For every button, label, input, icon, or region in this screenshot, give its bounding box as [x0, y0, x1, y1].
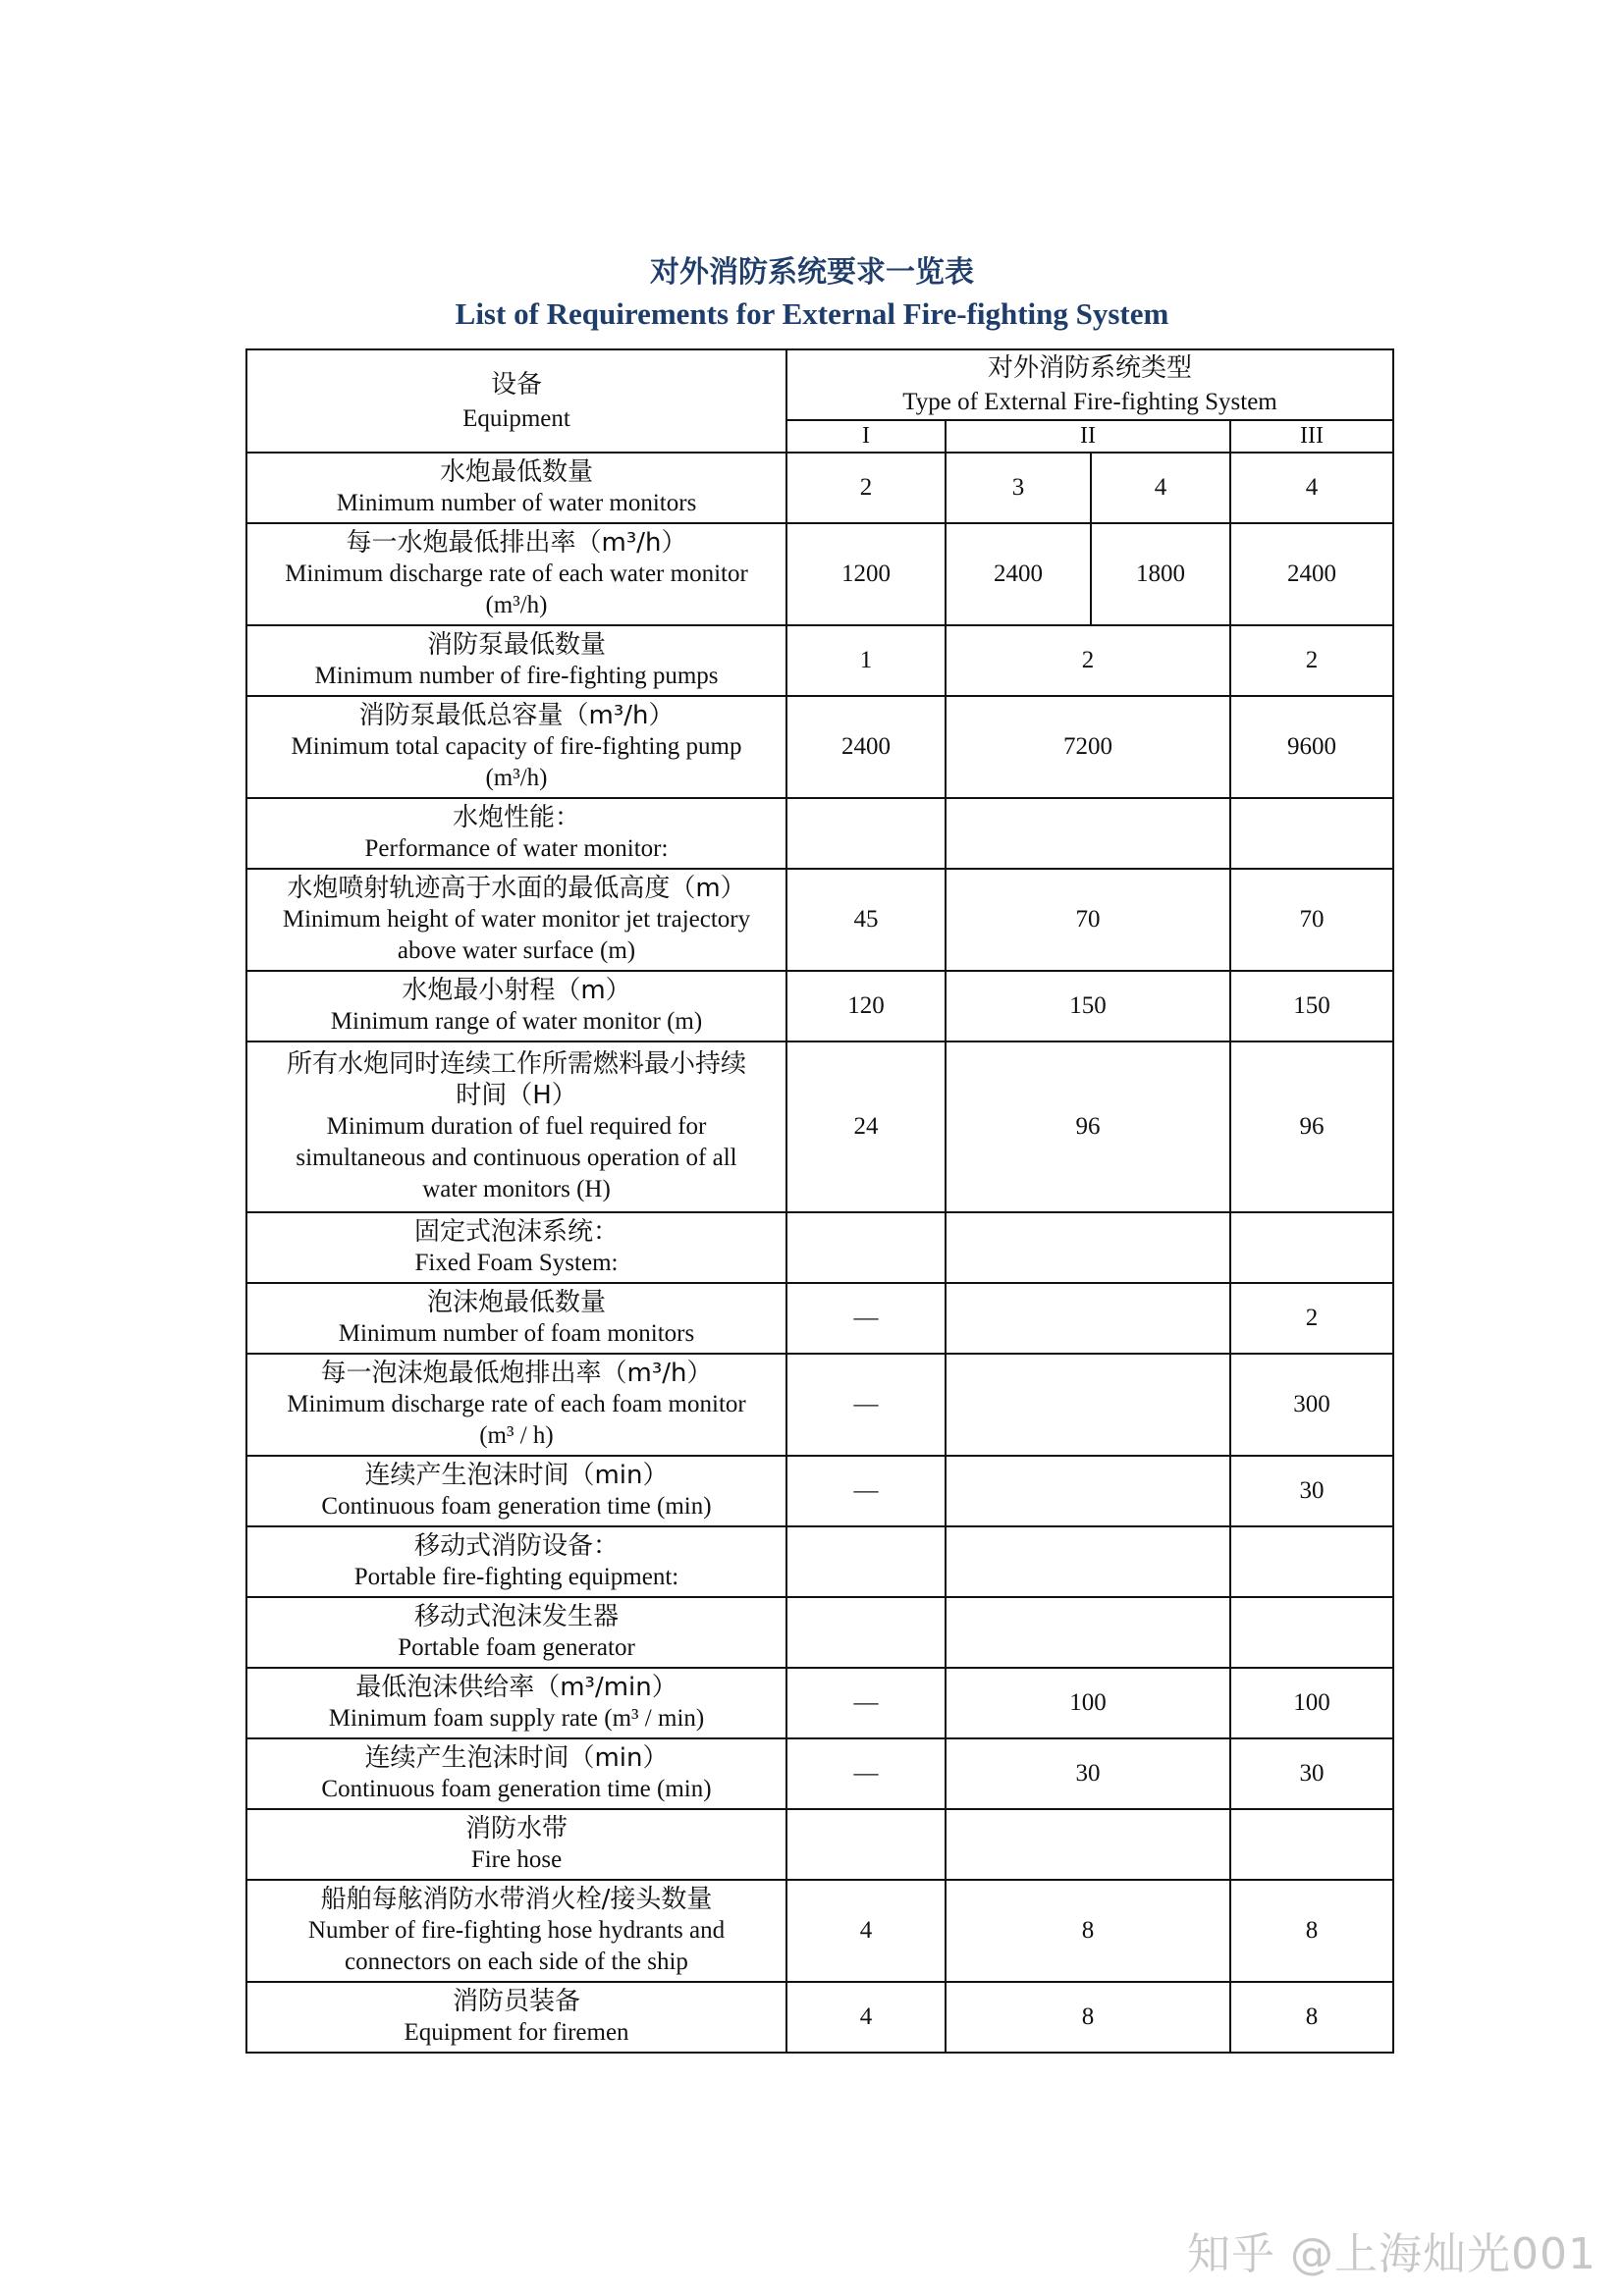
- value-type-ii: [946, 1283, 1230, 1354]
- equipment-label-zh: 最低泡沫供给率（m³/min）: [355, 1673, 677, 1702]
- equipment-label-zh: 连续产生泡沫时间（min）: [364, 1743, 669, 1773]
- table-row: [246, 798, 1393, 869]
- equipment-label-en-cont: above water surface (m): [397, 937, 636, 964]
- value-type-iii: 150: [1230, 971, 1393, 1041]
- title-english: List of Requirements for External Fire-fighting System: [455, 296, 1169, 331]
- value-type-i: —: [786, 1456, 946, 1526]
- equipment-label-en-cont: connectors on each side of the ship: [345, 1949, 688, 1975]
- value-type-i: [786, 798, 946, 869]
- equipment-cell: [246, 798, 786, 869]
- table-row: [246, 1809, 1393, 1880]
- section-label-en: Performance of water monitor:: [364, 835, 669, 862]
- value-type-i: —: [786, 1668, 946, 1738]
- section-label-en: Portable fire-fighting equipment:: [353, 1564, 679, 1590]
- section-label-zh: 移动式消防设备：: [413, 1531, 619, 1561]
- equipment-label-zh-cont: 时间（H）: [456, 1081, 577, 1110]
- value-type-i: 2: [786, 453, 946, 523]
- value-type-ii: [946, 1526, 1230, 1597]
- equipment-cell: [246, 1809, 786, 1880]
- equipment-cell: [246, 1668, 786, 1738]
- equipment-label-en: Minimum discharge rate of each foam monitor: [287, 1391, 746, 1417]
- table-row: [246, 1212, 1393, 1283]
- value-type-iii: [1230, 1809, 1393, 1880]
- table-row: [246, 1283, 1393, 1354]
- value-type-iii: 70: [1230, 869, 1393, 971]
- equipment-label-en: Minimum number of foam monitors: [338, 1320, 695, 1347]
- equipment-label-en-unit: (m³/h): [485, 765, 548, 791]
- equipment-cell: [246, 453, 786, 523]
- equipment-label-en: Minimum number of fire-fighting pumps: [314, 663, 719, 689]
- value-type-iii: 96: [1230, 1041, 1393, 1212]
- value-type-ii: [946, 798, 1230, 869]
- equipment-cell: [246, 696, 786, 798]
- equipment-label-en-cont: simultaneous and continuous operation of all: [296, 1145, 737, 1171]
- equipment-cell: [246, 1354, 786, 1456]
- value-type-ii-b: 4: [1091, 453, 1230, 523]
- section-label-en: Portable foam generator: [398, 1634, 635, 1661]
- equipment-cell: [246, 1880, 786, 1982]
- equipment-label-en-unit: (m³ / h): [479, 1422, 554, 1449]
- equipment-label-zh: 消防泵最低数量: [426, 630, 606, 660]
- header-type-ii: II: [946, 420, 1230, 453]
- equipment-cell: [246, 869, 786, 971]
- equipment-cell: [246, 1738, 786, 1809]
- value-type-iii: [1230, 798, 1393, 869]
- value-type-ii: [946, 1212, 1230, 1283]
- document-titles: [0, 253, 1624, 334]
- value-type-ii: 100: [946, 1668, 1230, 1738]
- equipment-cell: [246, 1456, 786, 1526]
- equipment-label-zh: 水炮最小射程（m）: [402, 976, 631, 1005]
- table-row: [246, 1668, 1393, 1738]
- equipment-cell: [246, 1212, 786, 1283]
- value-type-iii: 8: [1230, 1982, 1393, 2053]
- value-type-i: 2400: [786, 696, 946, 798]
- value-type-ii: [946, 1354, 1230, 1456]
- value-type-ii: 96: [946, 1041, 1230, 1212]
- equipment-label-zh: 泡沫炮最低数量: [426, 1288, 606, 1317]
- value-type-i: —: [786, 1738, 946, 1809]
- value-type-ii: [946, 1597, 1230, 1668]
- value-type-i: 4: [786, 1982, 946, 2053]
- equipment-label-zh: 每一水炮最低排出率（m³/h）: [346, 528, 687, 558]
- value-type-ii: 150: [946, 971, 1230, 1041]
- equipment-cell: [246, 1982, 786, 2053]
- value-type-ii: 30: [946, 1738, 1230, 1809]
- equipment-label-en: Continuous foam generation time (min): [321, 1776, 712, 1802]
- equipment-label-zh: 船舶每舷消防水带消火栓/接头数量: [320, 1885, 713, 1914]
- value-type-iii: 30: [1230, 1456, 1393, 1526]
- equipment-label-en: Equipment for firemen: [404, 2019, 629, 2046]
- equipment-label-en: Minimum number of water monitors: [336, 490, 697, 516]
- section-label-en: Fixed Foam System:: [414, 1250, 619, 1276]
- table-row: [246, 1354, 1393, 1456]
- header-equipment-cell: [246, 349, 786, 453]
- value-type-ii: 7200: [946, 696, 1230, 798]
- table-row: [246, 523, 1393, 625]
- value-type-i: 120: [786, 971, 946, 1041]
- equipment-cell: [246, 1526, 786, 1597]
- section-label-zh: 移动式泡沫发生器: [413, 1602, 619, 1631]
- value-type-iii: [1230, 1526, 1393, 1597]
- section-label-zh: 水炮性能：: [452, 803, 580, 832]
- value-type-ii-b: 1800: [1091, 523, 1230, 625]
- value-type-iii: 8: [1230, 1880, 1393, 1982]
- value-type-i: [786, 1597, 946, 1668]
- table-row: [246, 1041, 1393, 1212]
- value-type-i: —: [786, 1354, 946, 1456]
- value-type-iii: 4: [1230, 453, 1393, 523]
- table-row: [246, 1526, 1393, 1597]
- value-type-ii: [946, 1456, 1230, 1526]
- equipment-label-zh: 消防泵最低总容量（m³/h）: [358, 701, 675, 730]
- table-row: [246, 1738, 1393, 1809]
- equipment-cell: [246, 625, 786, 696]
- value-type-iii: 2400: [1230, 523, 1393, 625]
- value-type-ii: 70: [946, 869, 1230, 971]
- section-label-en: Fire hose: [470, 1846, 563, 1873]
- table-row: [246, 696, 1393, 798]
- section-label-zh: 固定式泡沫系统：: [413, 1217, 619, 1247]
- value-type-i: 1: [786, 625, 946, 696]
- equipment-label-zh: 每一泡沫炮最低炮排出率（m³/h）: [320, 1359, 713, 1388]
- table-row: [246, 1880, 1393, 1982]
- equipment-label-en-unit: (m³/h): [485, 592, 548, 618]
- table-row: [246, 869, 1393, 971]
- equipment-label-en: Minimum range of water monitor (m): [330, 1008, 703, 1035]
- header-type-cell: [786, 349, 1393, 420]
- header-type-iii: III: [1230, 420, 1393, 453]
- equipment-label-en: Minimum duration of fuel required for: [326, 1113, 707, 1140]
- value-type-i: [786, 1212, 946, 1283]
- header-equipment-zh: 设备: [490, 369, 542, 400]
- equipment-label-zh: 水炮最低数量: [439, 457, 593, 487]
- value-type-iii: 2: [1230, 1283, 1393, 1354]
- equipment-label-en: Minimum foam supply rate (m³ / min): [328, 1705, 705, 1732]
- value-type-ii: [946, 1809, 1230, 1880]
- header-type-i: I: [786, 420, 946, 453]
- value-type-iii: 100: [1230, 1668, 1393, 1738]
- value-type-iii: 300: [1230, 1354, 1393, 1456]
- title-chinese: 对外消防系统要求一览表: [650, 255, 974, 290]
- equipment-label-zh: 消防员装备: [452, 1987, 580, 2016]
- value-type-iii: [1230, 1597, 1393, 1668]
- header-type-zh: 对外消防系统类型: [988, 353, 1193, 383]
- equipment-label-en-cont2: water monitors (H): [422, 1176, 611, 1202]
- table-row: [246, 453, 1393, 523]
- value-type-ii: 8: [946, 1982, 1230, 2053]
- value-type-iii: 2: [1230, 625, 1393, 696]
- equipment-cell: [246, 1283, 786, 1354]
- value-type-i: 24: [786, 1041, 946, 1212]
- value-type-i: [786, 1526, 946, 1597]
- equipment-cell: [246, 971, 786, 1041]
- value-type-i: —: [786, 1283, 946, 1354]
- equipment-label-zh: 所有水炮同时连续工作所需燃料最小持续: [286, 1049, 746, 1079]
- equipment-label-zh: 水炮喷射轨迹高于水面的最低高度（m）: [287, 874, 746, 903]
- table-row: [246, 1456, 1393, 1526]
- table-row: [246, 1982, 1393, 2053]
- value-type-i: 4: [786, 1880, 946, 1982]
- table-row: [246, 1597, 1393, 1668]
- equipment-label-en: Minimum total capacity of fire-fighting pump: [291, 733, 742, 760]
- value-type-iii: 30: [1230, 1738, 1393, 1809]
- value-type-i: 1200: [786, 523, 946, 625]
- equipment-label-zh: 连续产生泡沫时间（min）: [364, 1461, 669, 1490]
- value-type-iii: 9600: [1230, 696, 1393, 798]
- equipment-cell: [246, 1041, 786, 1212]
- header-equipment-en: Equipment: [462, 404, 570, 432]
- value-type-ii-a: 3: [946, 453, 1091, 523]
- source-watermark: 知乎 @上海灿光001: [1187, 2229, 1597, 2279]
- section-label-zh: 消防水带: [464, 1814, 568, 1843]
- equipment-cell: [246, 1597, 786, 1668]
- equipment-cell: [246, 523, 786, 625]
- equipment-label-en: Minimum discharge rate of each water monitor: [285, 561, 748, 587]
- table-row: [246, 971, 1393, 1041]
- value-type-i: 45: [786, 869, 946, 971]
- value-type-ii: 2: [946, 625, 1230, 696]
- value-type-i: [786, 1809, 946, 1880]
- table-row: [246, 625, 1393, 696]
- value-type-ii-a: 2400: [946, 523, 1091, 625]
- equipment-label-en: Number of fire-fighting hose hydrants and: [307, 1917, 726, 1944]
- value-type-ii: 8: [946, 1880, 1230, 1982]
- value-type-iii: [1230, 1212, 1393, 1283]
- header-type-en: Type of External Fire-fighting System: [902, 389, 1277, 415]
- equipment-label-en: Minimum height of water monitor jet trajectory: [282, 906, 751, 933]
- requirements-table: [245, 348, 1394, 2054]
- equipment-label-en: Continuous foam generation time (min): [321, 1493, 712, 1520]
